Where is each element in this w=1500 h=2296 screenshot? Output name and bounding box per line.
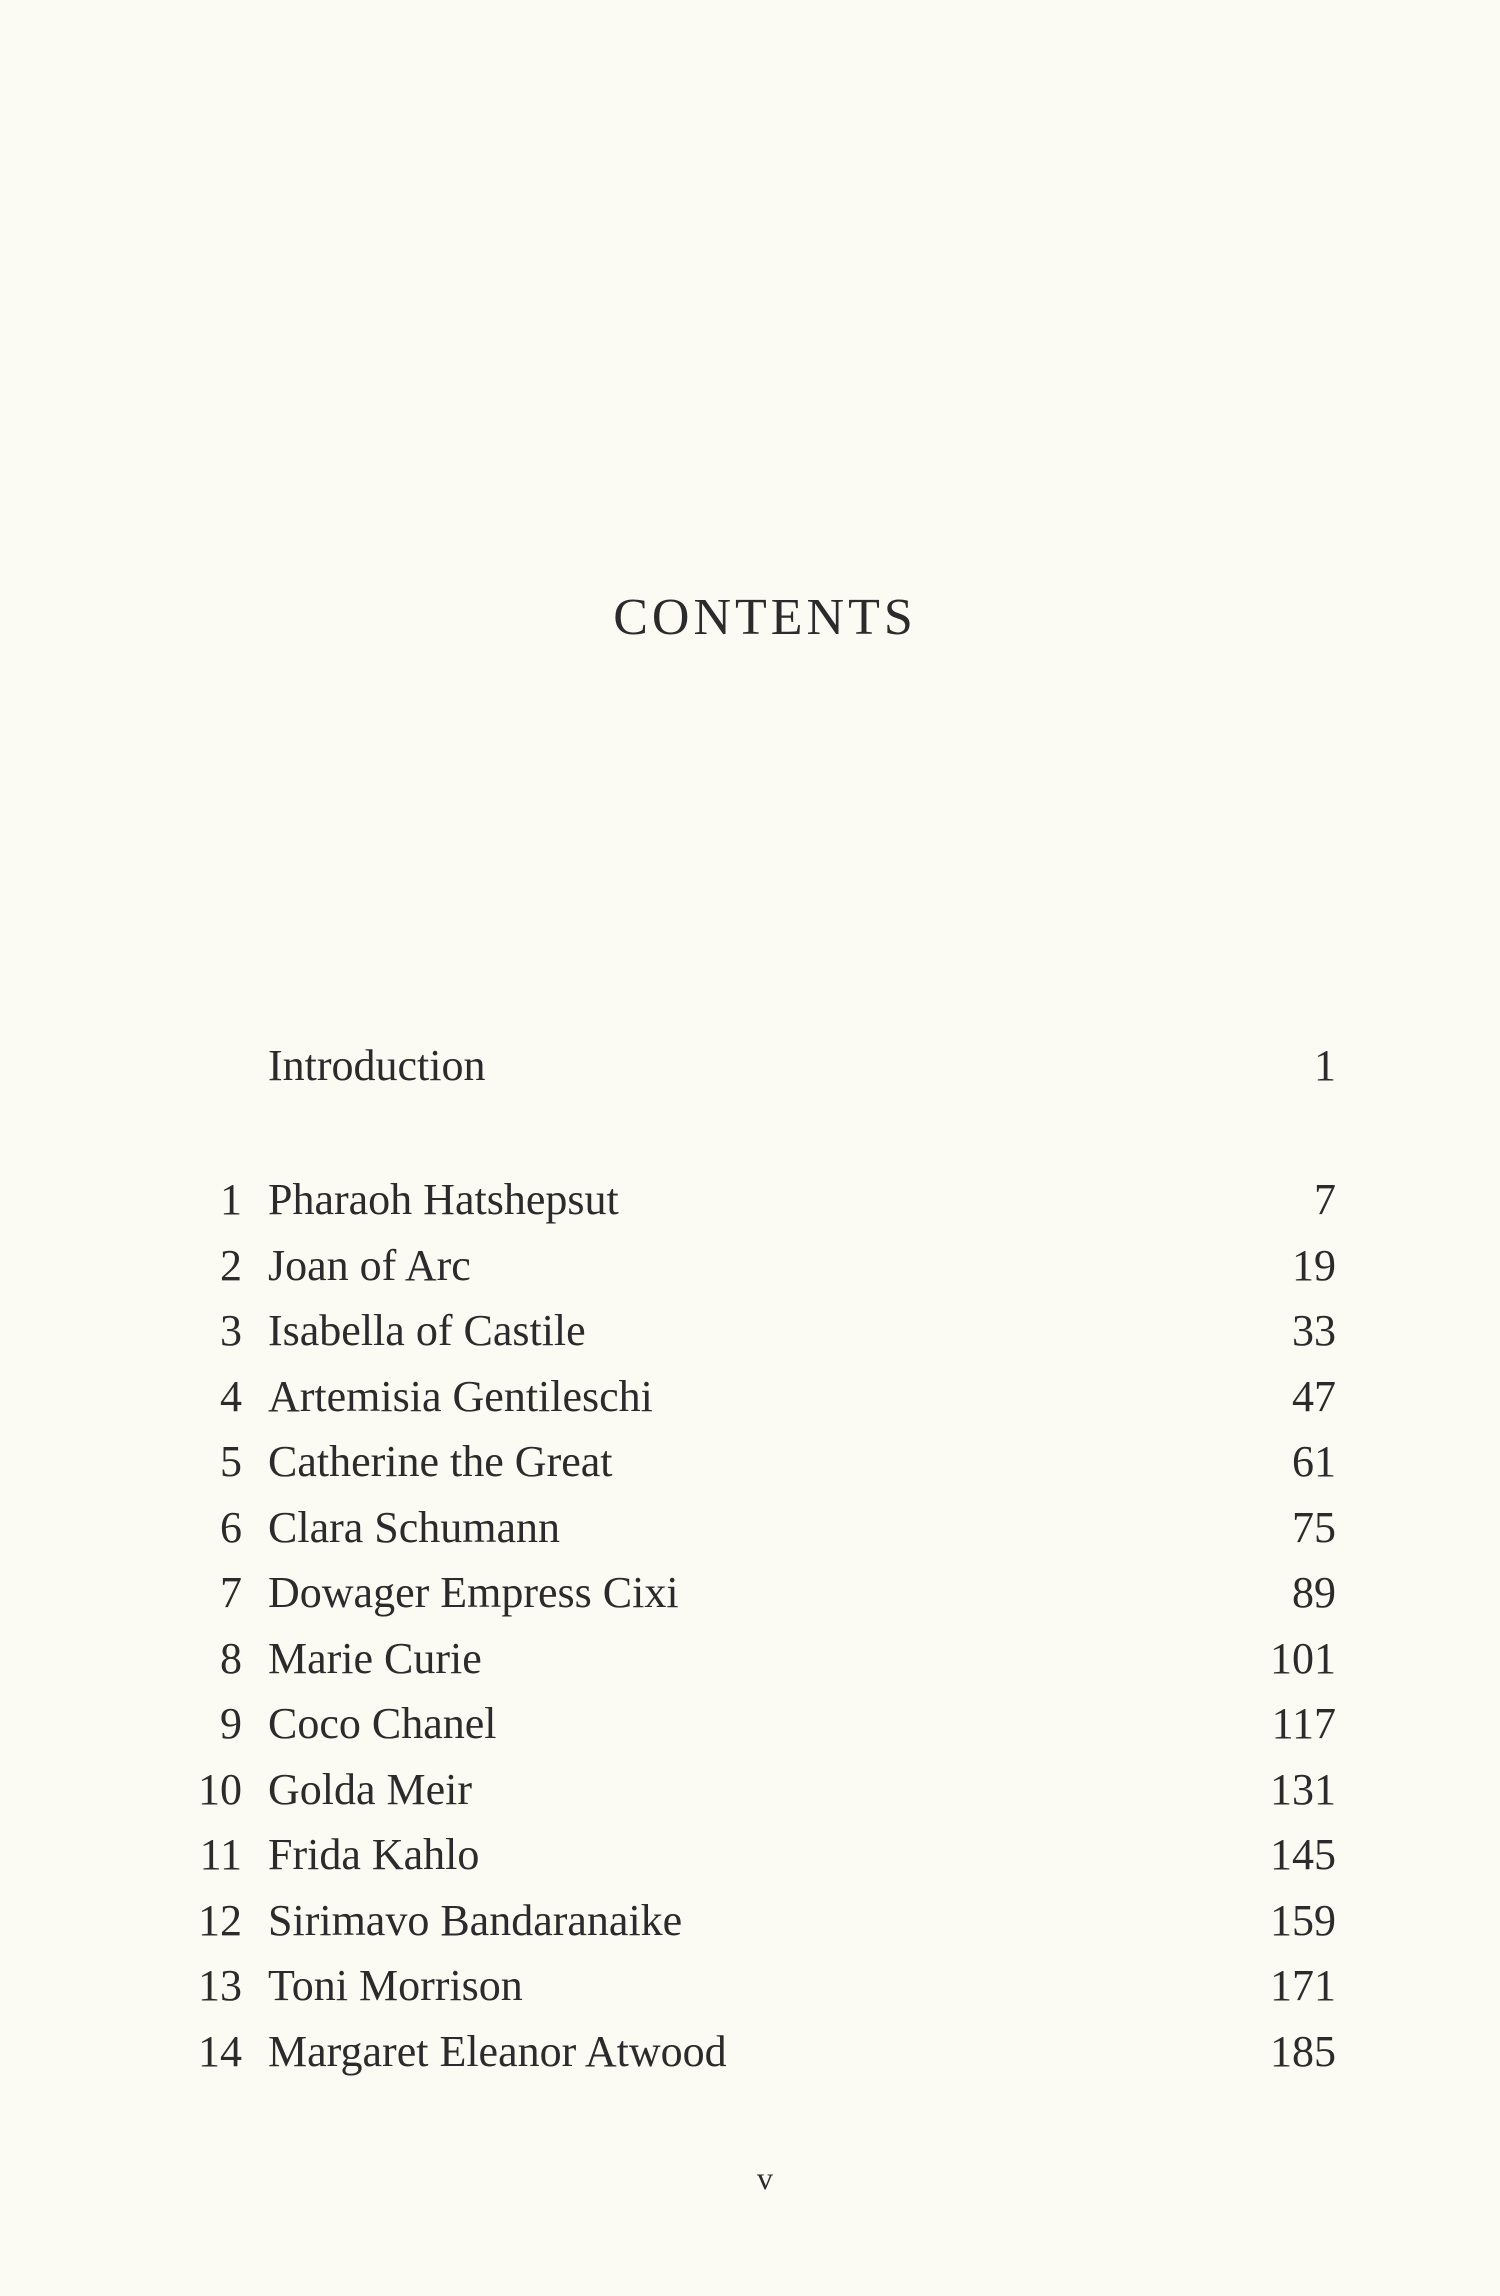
toc-entry bbox=[0, 1891, 1500, 1957]
toc-entry-number: 4 bbox=[220, 1371, 242, 1421]
toc-entry bbox=[0, 1170, 1500, 1236]
toc-entry-number: 14 bbox=[198, 2026, 242, 2076]
toc-entry-page: 1 bbox=[1314, 1041, 1336, 1090]
toc-entry-page: 75 bbox=[1292, 1502, 1336, 1552]
toc-entry-name: Dowager Empress Cixi bbox=[268, 1568, 679, 1617]
toc-entry-page: 185 bbox=[1270, 2026, 1336, 2076]
toc-entry bbox=[0, 1629, 1500, 1695]
toc-entry bbox=[0, 1825, 1500, 1891]
toc-entry-name: Catherine the Great bbox=[268, 1437, 613, 1486]
toc-entry-number: 5 bbox=[220, 1437, 242, 1486]
toc-entry-name: Frida Kahlo bbox=[268, 1830, 480, 1879]
toc-entry bbox=[0, 1563, 1500, 1629]
toc-entry-page: 101 bbox=[1270, 1633, 1336, 1683]
toc-entry-number: 9 bbox=[220, 1699, 242, 1748]
toc-entry-page: 145 bbox=[1270, 1830, 1336, 1879]
toc-entry-name: Artemisia Gentileschi bbox=[268, 1371, 653, 1421]
toc-entry bbox=[0, 1432, 1500, 1498]
toc-entry-page: 19 bbox=[1292, 1240, 1336, 1290]
toc-entry-name: Golda Meir bbox=[268, 1764, 473, 1814]
toc-entry bbox=[0, 1694, 1500, 1760]
toc-entry-name: Introduction bbox=[268, 1041, 486, 1090]
toc-entry-number: 7 bbox=[220, 1568, 242, 1617]
toc-entry-page: 171 bbox=[1270, 1961, 1336, 2010]
toc-entry bbox=[0, 1367, 1500, 1433]
toc-entry-name: Toni Morrison bbox=[268, 1961, 523, 2010]
toc-entry bbox=[0, 1956, 1500, 2022]
toc-entry bbox=[0, 1760, 1500, 1826]
toc-entry-number: 10 bbox=[198, 1764, 242, 1814]
page-number: v bbox=[757, 2160, 773, 2196]
toc-entry-number: 12 bbox=[198, 1895, 242, 1945]
toc-entry-page: 47 bbox=[1292, 1371, 1336, 1421]
toc-entry-page: 131 bbox=[1270, 1764, 1336, 1814]
toc-entry-page: 61 bbox=[1292, 1437, 1336, 1486]
toc-entry bbox=[0, 1498, 1500, 1564]
toc-entry-page: 7 bbox=[1314, 1175, 1336, 1224]
toc-entry-name: Pharaoh Hatshepsut bbox=[268, 1175, 619, 1224]
toc-entry-number: 13 bbox=[198, 1961, 242, 2010]
toc-list bbox=[0, 1170, 1500, 2087]
toc-entry-page: 89 bbox=[1292, 1568, 1336, 1617]
toc-entry bbox=[0, 1236, 1500, 1302]
toc-entry-page: 159 bbox=[1270, 1895, 1336, 1945]
toc-entry-name: Sirimavo Bandaranaike bbox=[268, 1895, 683, 1945]
toc-entry-number: 11 bbox=[199, 1830, 242, 1879]
toc-entry bbox=[0, 1301, 1500, 1367]
toc-entry-page: 117 bbox=[1271, 1699, 1336, 1748]
toc-entry-number: 6 bbox=[220, 1502, 242, 1552]
toc-entry-name: Isabella of Castile bbox=[268, 1306, 586, 1355]
toc-entry-page: 33 bbox=[1292, 1306, 1336, 1355]
toc-entry-number: 2 bbox=[220, 1240, 242, 1290]
toc-entry-name: Margaret Eleanor Atwood bbox=[268, 2026, 727, 2076]
page-title: CONTENTS bbox=[613, 589, 917, 646]
toc-entry-name: Marie Curie bbox=[268, 1633, 482, 1683]
toc-introduction bbox=[268, 1040, 1336, 1100]
toc-entry-name: Coco Chanel bbox=[268, 1699, 497, 1748]
toc-entry-number: 8 bbox=[220, 1633, 242, 1683]
toc-entry bbox=[0, 2022, 1500, 2088]
toc-entry-name: Clara Schumann bbox=[268, 1502, 561, 1552]
toc-entry-name: Joan of Arc bbox=[268, 1240, 471, 1290]
toc-entry-number: 3 bbox=[220, 1306, 242, 1355]
toc-entry-number: 1 bbox=[220, 1175, 242, 1224]
